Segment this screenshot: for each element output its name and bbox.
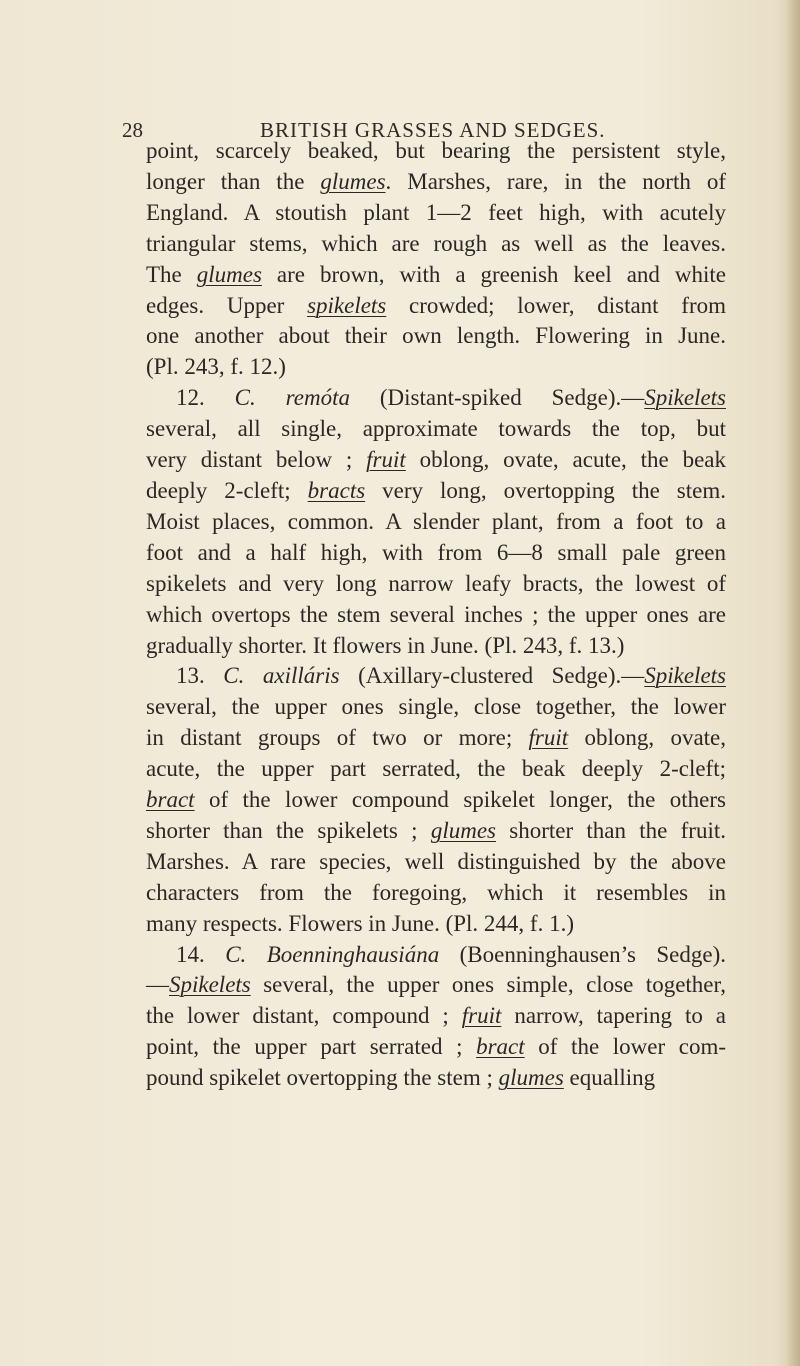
text-run: The [146, 261, 197, 287]
italic-term: Spikelets [169, 972, 251, 998]
text-run: very distant below ; [146, 447, 367, 473]
text-run: point, scarcely beaked, but bearing the persistent style, [146, 138, 726, 163]
text-line [146, 878, 726, 909]
italic-term: glumes [196, 261, 262, 287]
italic-term: spikelets [307, 292, 387, 318]
text-line [146, 569, 726, 600]
text-line [146, 291, 726, 322]
text-run: edges. Upper [146, 292, 308, 318]
text-line [146, 631, 726, 662]
text-run: one another about their own length. Flowering in June. [146, 323, 726, 349]
running-head: BRITISH GRASSES AND SEDGES. [260, 118, 606, 142]
italic-term: C. axilláris [223, 663, 340, 689]
text-run: shorter than the spikelets ; [146, 817, 431, 843]
text-run: gradually shorter. It flowers in June. (Pl. 243, f. 13.) [146, 632, 625, 658]
page-number: 28 [122, 118, 143, 142]
text-line [146, 260, 726, 291]
text-run: triangular stems, which are rough as well as the leaves. [146, 230, 726, 256]
text-run: several, all single, approximate towards the top, but [146, 416, 726, 442]
text-line [146, 816, 726, 847]
text-run: (Pl. 243, f. 12.) [146, 354, 286, 380]
text-run: (Boenninghausen’s Sedge). [439, 941, 726, 967]
text-line [146, 445, 726, 476]
text-line [146, 383, 726, 414]
italic-term: glumes [320, 168, 386, 194]
italic-term: fruit [461, 1003, 502, 1029]
text-line [146, 229, 726, 260]
text-run: very long, overtopping the stem. [365, 477, 726, 503]
text-run: 13. [176, 663, 224, 689]
text-line [146, 723, 726, 754]
body-text [146, 136, 726, 1094]
text-run: of the lower com- [524, 1034, 726, 1060]
text-run: (Axillary-clustered Sedge).— [339, 663, 645, 689]
text-line [146, 970, 726, 1001]
text-line [146, 909, 726, 940]
text-run: the lower distant, compound ; [146, 1003, 462, 1029]
text-run: equalling [563, 1065, 656, 1091]
text-run: characters from the foregoing, which it resembles in [146, 879, 726, 905]
text-run: (Distant-spiked Sedge).— [349, 385, 645, 411]
italic-term: bracts [307, 477, 366, 503]
text-run: . Marshes, rare, in the north of [385, 168, 726, 194]
text-line [146, 476, 726, 507]
italic-term: bract [146, 787, 195, 813]
italic-term: Spikelets [644, 663, 726, 689]
text-line [146, 754, 726, 785]
text-line [146, 1032, 726, 1063]
text-line [146, 785, 726, 816]
text-line [146, 538, 726, 569]
italic-term: glumes [498, 1065, 564, 1091]
text-run: shorter than the fruit. [495, 817, 726, 843]
text-run: crowded; lower, distant from [386, 292, 726, 318]
text-line [146, 507, 726, 538]
text-run: spikelets and very long narrow leafy bracts, the lowest of [146, 570, 726, 596]
text-run: several, the upper ones simple, close together, [250, 972, 726, 998]
text-run: which overtops the stem several inches ; the upper ones are [146, 601, 726, 627]
text-line [146, 692, 726, 723]
text-line [146, 1001, 726, 1032]
text-run: in distant groups of two or more; [146, 725, 529, 751]
text-run: narrow, tapering to a [501, 1003, 726, 1029]
text-run: oblong, ovate, acute, the beak [405, 447, 726, 473]
italic-term: bract [476, 1034, 525, 1060]
text-run: 12. [176, 385, 235, 411]
text-run: Moist places, common. A slender plant, from a foot to a [146, 508, 726, 534]
text-line [146, 661, 726, 692]
italic-term: glumes [430, 817, 496, 843]
text-run: of the lower compound spikelet longer, the others [194, 787, 726, 813]
text-run: 14. [176, 941, 226, 967]
text-line [146, 1063, 726, 1094]
italic-term: fruit [528, 725, 569, 751]
text-run: pound spikelet overtopping the stem ; [146, 1065, 499, 1091]
text-run: several, the upper ones single, close together, the lower [146, 694, 726, 720]
italic-term: C. Boenninghausiána [225, 941, 440, 967]
text-run: foot and a half high, with from 6—8 small pale green [146, 539, 726, 565]
text-line [146, 198, 726, 229]
text-run: acute, the upper part serrated, the beak deeply 2-cleft; [146, 756, 726, 782]
text-run: Marshes. A rare species, well distinguished by the above [146, 848, 726, 874]
italic-term: fruit [366, 447, 406, 473]
text-run: longer than the [146, 168, 321, 194]
text-run: are brown, with a greenish keel and white [261, 261, 726, 287]
text-line [146, 352, 726, 383]
italic-term: C. remóta [234, 385, 350, 411]
italic-term: Spikelets [644, 385, 726, 411]
text-run: deeply 2-cleft; [146, 477, 308, 503]
text-line [146, 600, 726, 631]
text-run: oblong, ovate, [568, 725, 727, 751]
page-edge-shadow [786, 0, 800, 1366]
text-line [146, 847, 726, 878]
text-run: — [146, 972, 169, 998]
text-line [146, 136, 726, 167]
text-line [146, 940, 726, 971]
text-run: England. A stoutish plant 1—2 feet high, with acutely [146, 199, 726, 225]
text-run: point, the upper part serrated ; [146, 1034, 477, 1060]
text-line [146, 321, 726, 352]
text-run: many respects. Flowers in June. (Pl. 244, f. 1.) [146, 910, 574, 936]
text-line [146, 414, 726, 445]
text-line [146, 167, 726, 198]
